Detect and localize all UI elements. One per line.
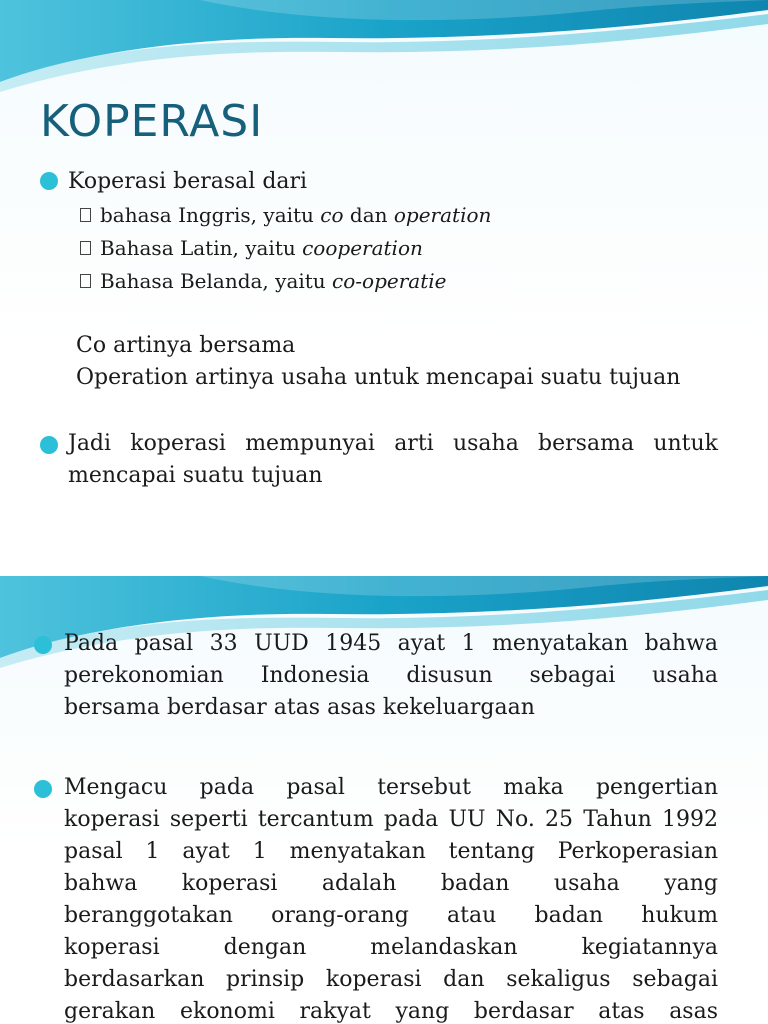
- sub-bullet-icon: [80, 274, 91, 288]
- bullet-dot: [40, 172, 58, 190]
- note-operation: Operation artinya usaha untuk mencapai suatu tujuan: [76, 365, 681, 390]
- text-line: gerakan ekonomi rakyat yang berdasar atas asas: [64, 999, 718, 1024]
- bullet-dot: [34, 780, 52, 798]
- bullet-dot: [40, 436, 58, 454]
- sub-item-english: [100, 199, 491, 231]
- text-line: beranggotakan orang-orang atau badan hukum: [64, 903, 718, 928]
- term-operation: operation: [393, 203, 492, 227]
- term-co-operatie: co-operatie: [332, 269, 447, 293]
- sub-bullet-icon: [80, 241, 91, 255]
- sub-item-latin: [100, 232, 423, 264]
- page-title: KOPERASI: [40, 96, 264, 147]
- bullet-uud-1945: [64, 628, 718, 724]
- text-line: Jadi koperasi mempunyai arti usaha bersama untuk: [68, 431, 718, 456]
- sub-item-dutch: [100, 265, 446, 297]
- sub-item-text: Bahasa Belanda, yaitu: [100, 269, 333, 293]
- text-line: berdasarkan prinsip koperasi dan sekaligus sebagai: [64, 967, 718, 992]
- text-line: bahwa koperasi adalah badan usaha yang: [64, 871, 718, 896]
- text-line: Pada pasal 33 UUD 1945 ayat 1 menyatakan bahwa: [64, 631, 718, 656]
- text-line: perekonomian Indonesia disusun sebagai usaha: [64, 663, 718, 688]
- text-line: koperasi dengan melandaskan kegiatannya: [64, 935, 718, 960]
- term-cooperation: cooperation: [302, 236, 423, 260]
- header-wave-graphic: [0, 0, 768, 100]
- slide-2: [0, 576, 768, 1024]
- text-line: pasal 1 ayat 1 menyatakan tentang Perkoperasian: [64, 839, 718, 864]
- note-co: Co artinya bersama: [76, 333, 296, 358]
- text-line: mencapai suatu tujuan: [68, 463, 323, 488]
- text-line: bersama berdasar atas asas kekeluargaan: [64, 695, 535, 720]
- text-line: koperasi seperti tercantum pada UU No. 25 Tahun 1992: [64, 807, 718, 832]
- sub-item-text: bahasa Inggris, yaitu: [100, 203, 321, 227]
- bullet-uu-definition: [64, 772, 718, 1024]
- term-co: co: [320, 203, 344, 227]
- bullet-meaning: [68, 428, 718, 492]
- sub-item-text: Bahasa Latin, yaitu: [100, 236, 303, 260]
- sub-bullet-icon: [80, 208, 91, 222]
- sub-item-text: dan: [343, 203, 394, 227]
- bullet-origin: Koperasi berasal dari: [68, 169, 308, 194]
- text-line: Mengacu pada pasal tersebut maka pengertian: [64, 775, 718, 800]
- bullet-dot: [34, 636, 52, 654]
